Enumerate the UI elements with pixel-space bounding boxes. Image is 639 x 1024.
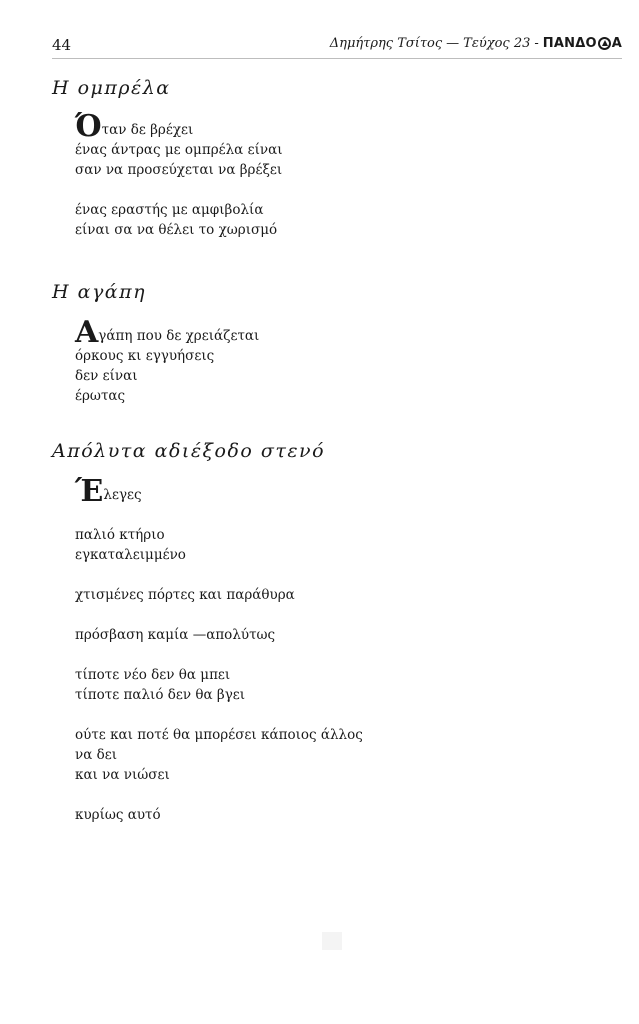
poem-line: ούτε και ποτέ θα μπορέσει κάποιος άλλος xyxy=(75,727,363,743)
poem-umbrella xyxy=(52,77,283,260)
stanza xyxy=(75,805,363,825)
poem-line: ένας άντρας με ομπρέλα είναι xyxy=(75,142,283,158)
poem-line: τίποτε παλιό δεν θα βγει xyxy=(75,687,246,703)
logo-emblem-icon xyxy=(598,37,611,50)
logo-text-left: ΠΑΝΔΟ xyxy=(542,36,597,51)
running-header xyxy=(52,36,622,59)
poem-title: Η αγάπη xyxy=(52,281,146,303)
drop-cap: Ό xyxy=(75,109,102,144)
poem-line: τίποτε νέο δεν θα μπει xyxy=(75,667,231,683)
poem-line: χτισμένες πόρτες και παράθυρα xyxy=(75,587,295,603)
stanza xyxy=(75,625,363,645)
logo-text-right: Α xyxy=(611,36,622,51)
poem-title: Η ομπρέλα xyxy=(52,77,171,99)
first-line-text: ταν δε βρέχει xyxy=(101,122,194,138)
poem-body xyxy=(75,315,260,406)
poem-title: Απόλυτα αδιέξοδο στενό xyxy=(52,440,326,462)
stanza xyxy=(75,525,363,565)
poem-line: ένας εραστής με αμφιβολία xyxy=(75,202,264,218)
page-number: 44 xyxy=(52,36,72,54)
poem-line xyxy=(75,109,283,144)
stanza xyxy=(75,665,363,705)
drop-cap: Έ xyxy=(75,474,104,509)
poem-line: σαν να προσεύχεται να βρέξει xyxy=(75,162,283,178)
stanza xyxy=(75,725,363,785)
stanza xyxy=(75,585,363,605)
poem-body xyxy=(75,109,283,240)
stanza xyxy=(75,109,283,180)
hyphen-separator: - xyxy=(534,36,539,51)
poem-dead-end xyxy=(52,440,363,845)
drop-cap: Α xyxy=(75,315,99,350)
poem-line: έρωτας xyxy=(75,388,126,404)
stanza xyxy=(75,315,260,406)
author-name: Δημήτρης Τσίτος xyxy=(329,36,443,51)
stanza xyxy=(75,200,283,240)
poem-line xyxy=(75,474,363,509)
poem-line: είναι σα να θέλει το χωρισμό xyxy=(75,222,278,238)
first-line-text: γάπη που δε χρειάζεται xyxy=(98,328,260,344)
poem-line: πρόσβαση καμία —απολύτως xyxy=(75,627,276,643)
poem-line: να δει xyxy=(75,747,118,763)
magazine-logo xyxy=(543,36,622,51)
stanza xyxy=(75,474,363,509)
poem-love xyxy=(52,281,259,426)
poem-line: όρκους κι εγγυήσεις xyxy=(75,348,215,364)
poem-line: κυρίως αυτό xyxy=(75,807,161,823)
poem-body xyxy=(75,474,363,825)
first-line-text: λεγες xyxy=(103,487,142,503)
poem-line: παλιό κτήριο xyxy=(75,527,165,543)
poem-line: εγκαταλειμμένο xyxy=(75,547,186,563)
scan-artifact xyxy=(322,932,342,950)
issue-number: Τεύχος 23 xyxy=(463,36,531,51)
dash-separator: — xyxy=(446,36,460,51)
poem-line: δεν είναι xyxy=(75,368,138,384)
poem-line xyxy=(75,315,260,350)
running-head xyxy=(330,36,622,51)
poem-line: και να νιώσει xyxy=(75,767,170,783)
